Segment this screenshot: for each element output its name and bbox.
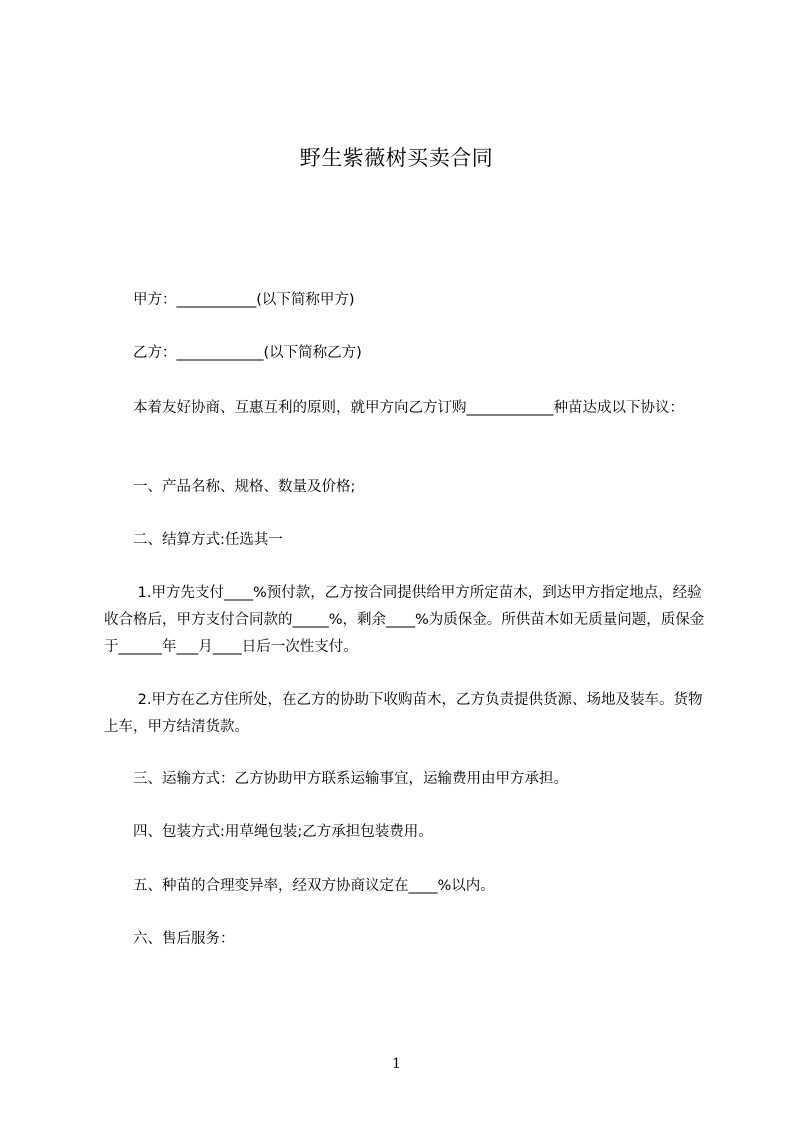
- party-a-line: 甲方：___________(以下简称甲方): [104, 292, 355, 308]
- clause-6: 六、售后服务：: [104, 931, 235, 947]
- intro-paragraph: 本着友好协商、互惠互利的原则，就甲方向乙方订购____________种苗达成以下协议：: [104, 400, 684, 416]
- clause-1: 一、产品名称、规格、数量及价格;: [104, 479, 356, 495]
- clause-2-option-1: 1.甲方先支付____%预付款，乙方按合同提供给甲方所定苗木，到达甲方指定地点，经验收合格后，甲方支付合同款的_____%，剩余____%为质保金。所供苗木如无质量问题，质保金于______年___月____日后一次性支付。: [104, 585, 705, 655]
- clause-2-option-2: 2.甲方在乙方住所处，在乙方的协助下收购苗木，乙方负责提供货源、场地及装车。货物上车，甲方结清货款。: [104, 692, 703, 735]
- clause-4: 四、包装方式:用草绳包装;乙方承担包装费用。: [104, 824, 433, 840]
- clause-3: 三、运输方式：乙方协助甲方联系运输事宜，运输费用由甲方承担。: [104, 771, 568, 787]
- document-title: 野生紫薇树买卖合同: [299, 146, 494, 170]
- party-b-line: 乙方：____________(以下简称乙方): [104, 345, 362, 361]
- page-number: 1: [392, 1056, 401, 1072]
- clause-2: 二、结算方式:任选其一: [104, 532, 283, 548]
- clause-5: 五、种苗的合理变异率，经双方协商议定在____%以内。: [104, 878, 495, 894]
